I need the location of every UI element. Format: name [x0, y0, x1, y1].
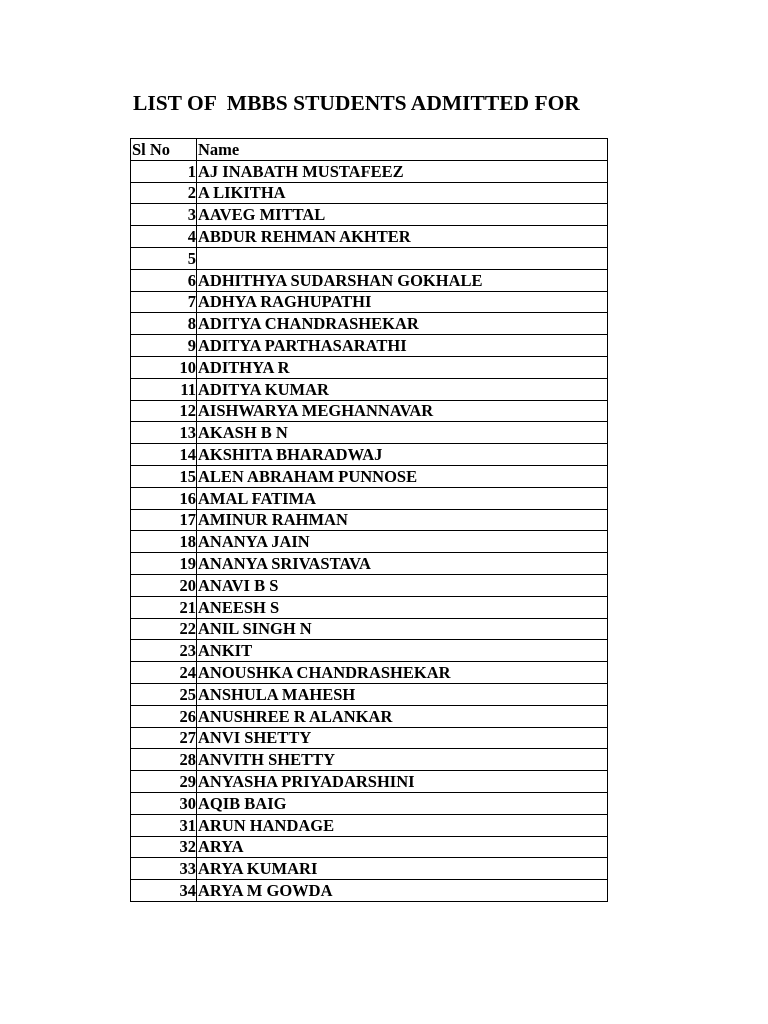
- table-row: [131, 465, 608, 487]
- serial-number-cell: 8: [131, 313, 197, 335]
- serial-number-cell: 2: [131, 182, 197, 204]
- student-name-cell: AMINUR RAHMAN: [197, 509, 608, 531]
- student-name-cell: ANVI SHETTY: [197, 727, 608, 749]
- table-body: [131, 160, 608, 901]
- table-row: [131, 574, 608, 596]
- student-name-cell: ANANYA JAIN: [197, 531, 608, 553]
- table-row: [131, 640, 608, 662]
- table-row: [131, 226, 608, 248]
- student-name-cell: ANUSHREE R ALANKAR: [197, 705, 608, 727]
- serial-number-cell: 32: [131, 836, 197, 858]
- table-row: [131, 160, 608, 182]
- table-row: [131, 378, 608, 400]
- serial-number-cell: 34: [131, 880, 197, 902]
- table-row: [131, 771, 608, 793]
- table-row: [131, 792, 608, 814]
- serial-number-cell: 11: [131, 378, 197, 400]
- table-row: [131, 662, 608, 684]
- student-name-cell: ADITYA PARTHASARATHI: [197, 335, 608, 357]
- serial-number-cell: 26: [131, 705, 197, 727]
- serial-number-cell: 10: [131, 356, 197, 378]
- student-name-cell: AISHWARYA MEGHANNAVAR: [197, 400, 608, 422]
- student-name-cell: ADHYA RAGHUPATHI: [197, 291, 608, 313]
- student-name-cell: ANOUSHKA CHANDRASHEKAR: [197, 662, 608, 684]
- table-row: [131, 814, 608, 836]
- page-title: LIST OF MBBS STUDENTS ADMITTED FOR: [133, 91, 580, 115]
- table-row: [131, 182, 608, 204]
- serial-number-cell: 23: [131, 640, 197, 662]
- serial-number-cell: 18: [131, 531, 197, 553]
- table-row: [131, 858, 608, 880]
- table-row: [131, 596, 608, 618]
- table-row: [131, 487, 608, 509]
- table-row: [131, 204, 608, 226]
- student-name-cell: ANIL SINGH N: [197, 618, 608, 640]
- serial-number-cell: 27: [131, 727, 197, 749]
- student-name-cell: ADITYA CHANDRASHEKAR: [197, 313, 608, 335]
- table-row: [131, 356, 608, 378]
- student-name-cell: ANSHULA MAHESH: [197, 683, 608, 705]
- student-name-cell: ARYA: [197, 836, 608, 858]
- column-header-sl-no: Sl No: [131, 139, 197, 161]
- student-name-cell: AAVEG MITTAL: [197, 204, 608, 226]
- table-row: [131, 247, 608, 269]
- table-row: [131, 880, 608, 902]
- student-name-cell: ANAVI B S: [197, 574, 608, 596]
- table-row: [131, 727, 608, 749]
- serial-number-cell: 4: [131, 226, 197, 248]
- serial-number-cell: 1: [131, 160, 197, 182]
- serial-number-cell: 29: [131, 771, 197, 793]
- student-name-cell: ADITHYA R: [197, 356, 608, 378]
- table-row: [131, 531, 608, 553]
- table-row: [131, 313, 608, 335]
- student-name-cell: ANVITH SHETTY: [197, 749, 608, 771]
- serial-number-cell: 6: [131, 269, 197, 291]
- student-name-cell: ARUN HANDAGE: [197, 814, 608, 836]
- table-row: [131, 836, 608, 858]
- serial-number-cell: 30: [131, 792, 197, 814]
- serial-number-cell: 21: [131, 596, 197, 618]
- table-row: [131, 509, 608, 531]
- serial-number-cell: 15: [131, 465, 197, 487]
- serial-number-cell: 16: [131, 487, 197, 509]
- student-name-cell: ALEN ABRAHAM PUNNOSE: [197, 465, 608, 487]
- column-header-name: Name: [197, 139, 608, 161]
- student-name-cell: ANYASHA PRIYADARSHINI: [197, 771, 608, 793]
- serial-number-cell: 12: [131, 400, 197, 422]
- table-row: [131, 400, 608, 422]
- title-container: [133, 89, 607, 121]
- table-row: [131, 269, 608, 291]
- table-row: [131, 553, 608, 575]
- student-name-cell: AJ INABATH MUSTAFEEZ: [197, 160, 608, 182]
- serial-number-cell: 25: [131, 683, 197, 705]
- student-name-cell: ADHITHYA SUDARSHAN GOKHALE: [197, 269, 608, 291]
- table-row: [131, 422, 608, 444]
- serial-number-cell: 17: [131, 509, 197, 531]
- student-name-cell: AKASH B N: [197, 422, 608, 444]
- serial-number-cell: 33: [131, 858, 197, 880]
- student-name-cell: ANEESH S: [197, 596, 608, 618]
- table-row: [131, 705, 608, 727]
- student-name-cell: ABDUR REHMAN AKHTER: [197, 226, 608, 248]
- serial-number-cell: 13: [131, 422, 197, 444]
- serial-number-cell: 31: [131, 814, 197, 836]
- student-name-cell: ADITYA KUMAR: [197, 378, 608, 400]
- serial-number-cell: 3: [131, 204, 197, 226]
- table-row: [131, 683, 608, 705]
- serial-number-cell: 28: [131, 749, 197, 771]
- table-row: [131, 335, 608, 357]
- student-name-cell: AKSHITA BHARADWAJ: [197, 444, 608, 466]
- student-name-cell: A LIKITHA: [197, 182, 608, 204]
- table-row: [131, 749, 608, 771]
- table-row: [131, 618, 608, 640]
- serial-number-cell: 7: [131, 291, 197, 313]
- student-name-cell: AMAL FATIMA: [197, 487, 608, 509]
- serial-number-cell: 22: [131, 618, 197, 640]
- serial-number-cell: 20: [131, 574, 197, 596]
- serial-number-cell: 14: [131, 444, 197, 466]
- student-name-cell: ANKIT: [197, 640, 608, 662]
- serial-number-cell: 5: [131, 247, 197, 269]
- serial-number-cell: 19: [131, 553, 197, 575]
- student-name-cell: [197, 247, 608, 269]
- header-row: [131, 139, 608, 161]
- student-name-cell: ANANYA SRIVASTAVA: [197, 553, 608, 575]
- table-row: [131, 291, 608, 313]
- serial-number-cell: 9: [131, 335, 197, 357]
- student-name-cell: ARYA M GOWDA: [197, 880, 608, 902]
- student-name-cell: AQIB BAIG: [197, 792, 608, 814]
- table-row: [131, 444, 608, 466]
- serial-number-cell: 24: [131, 662, 197, 684]
- student-table: [130, 138, 608, 902]
- student-name-cell: ARYA KUMARI: [197, 858, 608, 880]
